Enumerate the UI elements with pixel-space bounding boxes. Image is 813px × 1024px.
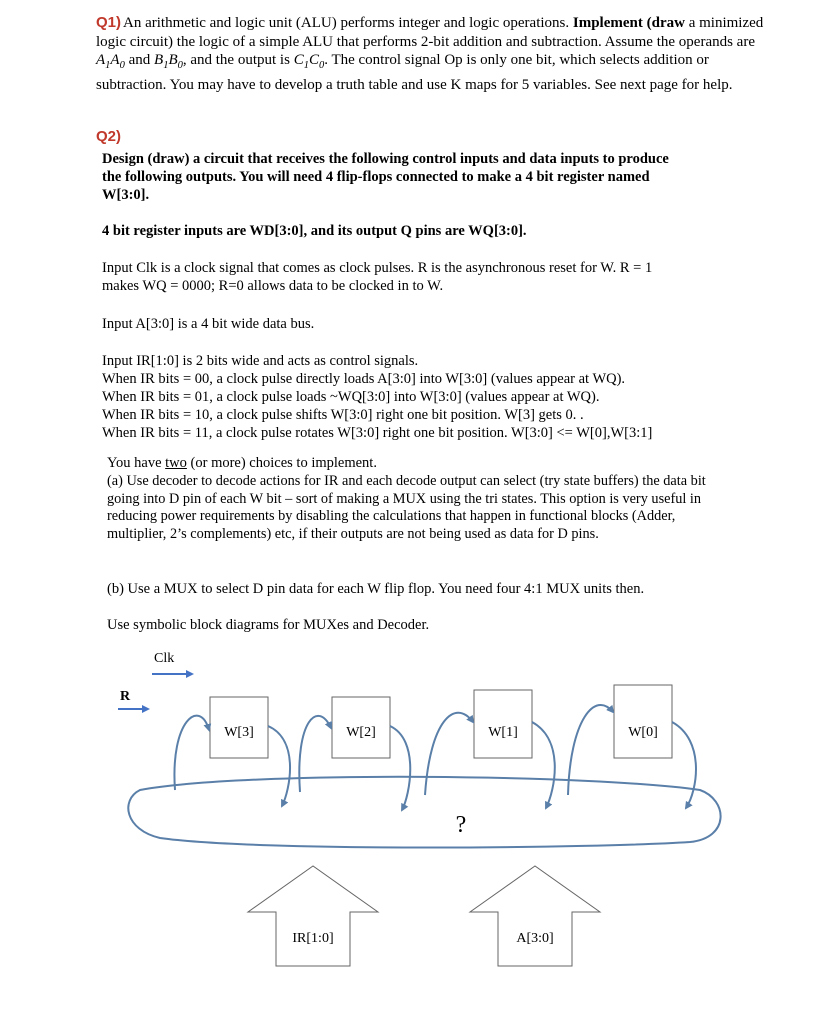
svg-text:W[3]: W[3] bbox=[224, 725, 254, 740]
option-b: (b) Use a MUX to select D pin data for each W flip flop. You need four 4:1 MUX units then. bbox=[107, 581, 645, 597]
register-w1 bbox=[474, 690, 532, 758]
option-a: (a) Use decoder to decode actions for IR and each decode output can select (try state buffers) the data bit going into D pin of each W bit – sort of making a MUX using the tri states. This option is very useful in reducing power requirements by disabling the calculations that happen in functional blocks (Adder, multiplier, 2’s complements) etc, if their outputs are not being used as data for D pins. bbox=[107, 473, 706, 542]
register-line: 4 bit register inputs are WD[3:0], and its output Q pins are WQ[3:0]. bbox=[102, 223, 527, 239]
q1-label: Q1) bbox=[96, 14, 122, 31]
bus-loop bbox=[128, 777, 720, 848]
svg-text:W[2]: W[2] bbox=[346, 725, 376, 740]
ir-line: When IR bits = 00, a clock pulse directly loads A[3:0] into W[3:0] (values appear at WQ). bbox=[102, 371, 626, 387]
svg-text:W[1]: W[1] bbox=[488, 725, 518, 740]
svg-text:W[0]: W[0] bbox=[628, 725, 658, 740]
q2-intro-line: W[3:0]. bbox=[102, 187, 150, 203]
feedback-w1-out bbox=[532, 722, 555, 808]
input-a-line: Input A[3:0] is a 4 bit wide data bus. bbox=[102, 316, 315, 332]
q2-intro-line: Design (draw) a circuit that receives the following control inputs and data inputs to produce bbox=[102, 151, 669, 167]
ir-line: Input IR[1:0] is 2 bits wide and acts as control signals. bbox=[102, 353, 419, 369]
register-w3 bbox=[210, 697, 268, 758]
svg-text:A[3:0]: A[3:0] bbox=[516, 931, 554, 946]
symbolic-line: Use symbolic block diagrams for MUXes and Decoder. bbox=[107, 617, 430, 633]
svg-text:IR[1:0]: IR[1:0] bbox=[292, 931, 334, 946]
feedback-w1-in bbox=[425, 713, 473, 795]
choices-line: You have two (or more) choices to implement. bbox=[107, 455, 377, 471]
question-mark: ? bbox=[455, 812, 467, 838]
a-input-arrow bbox=[470, 866, 600, 966]
feedback-w2-in bbox=[299, 716, 331, 792]
r-label: R bbox=[120, 689, 131, 704]
register-w2 bbox=[332, 697, 390, 758]
clk-line: Input Clk is a clock signal that comes as clock pulses. R is the asynchronous reset for W. R = 1 bbox=[102, 260, 653, 276]
ir-line: When IR bits = 10, a clock pulse shifts W[3:0] right one bit position. W[3] gets 0. . bbox=[102, 407, 584, 423]
q2-intro-line: the following outputs. You will need 4 flip-flops connected to make a 4 bit register named bbox=[102, 169, 650, 185]
ir-line: When IR bits = 11, a clock pulse rotates W[3:0] right one bit position. W[3:0] <= W[0],W[3:1] bbox=[102, 425, 653, 441]
q1-text: An arithmetic and logic unit (ALU) performs integer and logic operations. Implement (draw a minimized logic circuit) the logic of a simple ALU that performs 2-bit addition and subtraction. Assume the operands are $A_1A_0$ and $B_1B_0$, and the output is $C_1C_0$. The control signal Op is only one bit, which selects addition or subtraction. You may have to develop a truth table and use K maps for 5 variables. See next page for help. bbox=[96, 15, 764, 93]
register-diagram bbox=[0, 640, 813, 1024]
feedback-w2-out bbox=[390, 726, 410, 810]
register-w0 bbox=[614, 685, 672, 758]
ir-line: When IR bits = 01, a clock pulse loads ~WQ[3:0] into W[3:0] (values appear at WQ). bbox=[102, 389, 600, 405]
feedback-w3-out bbox=[268, 726, 290, 806]
clk-line: makes WQ = 0000; R=0 allows data to be clocked in to W. bbox=[102, 278, 444, 294]
q2-label: Q2) bbox=[96, 128, 122, 145]
feedback-w3-in bbox=[174, 716, 209, 790]
clk-label: Clk bbox=[154, 651, 175, 666]
feedback-w0-out bbox=[672, 722, 696, 808]
ir-input-arrow bbox=[248, 866, 378, 966]
